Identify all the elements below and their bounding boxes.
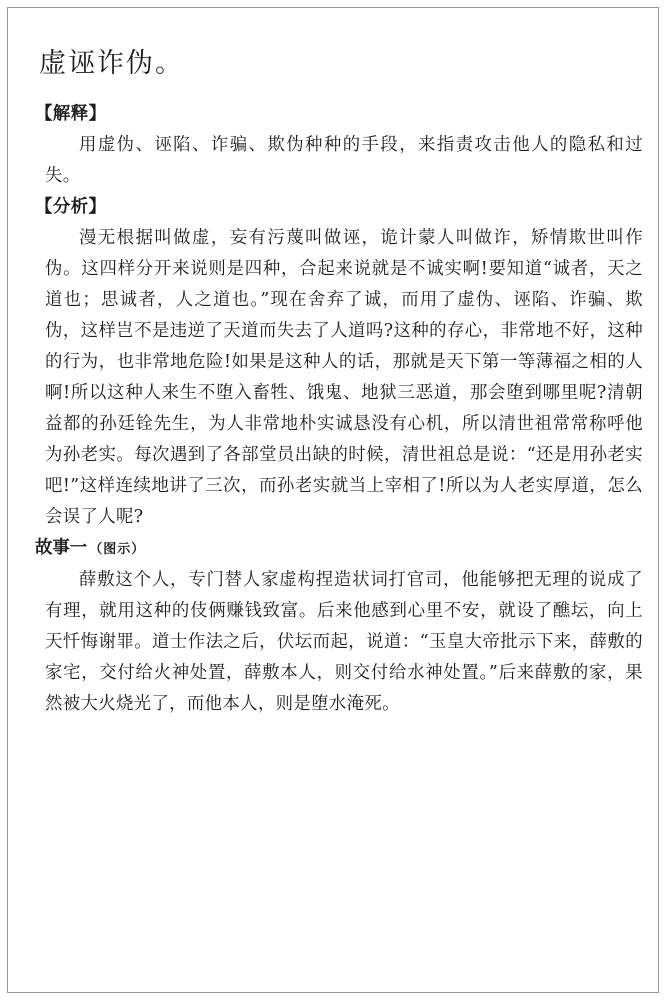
- story-subheading: （图示）: [89, 542, 146, 557]
- book-page: [7, 7, 659, 993]
- analysis-heading: 【分析】: [35, 197, 107, 217]
- story-heading-label: 故事一: [35, 538, 88, 558]
- explanation-heading: 【解释】: [35, 104, 107, 124]
- analysis-paragraph: 漫无根据叫做虚，妄有污蔑叫做诬，诡计蒙人叫做诈，矫情欺世叫作伪。这四样分开来说则是四种，合起来说就是不诚实啊!要知道“诚者，天之道也；思诚者，人之道也。”现在舍弃了诚，而用了虚伪、诬陷、诈骗、欺伪，这样岂不是违逆了天道而失去了人道吗?这种的存心，非常地不好，这种的行为，也非常地危险!如果是这种人的话，那就是天下第一等薄福之相的人啊!所以这种人来生不堕入畜牲、饿鬼、地狱三恶道，那会堕到哪里呢?清朝益都的孙廷铨先生，为人非常地朴实诚恳没有心机，所以清世祖常常称呼他为孙老实。每次遇到了各部堂员出缺的时候，清世祖总是说：“还是用孙老实吧!”这样连续地讲了三次，而孙老实就当上宰相了!所以为人老实厚道，怎么会误了人呢?: [45, 228, 643, 527]
- story-paragraph: 薛敷这个人，专门替人家虚构捏造状词打官司，他能够把无理的说成了有理，就用这种的伎俩赚钱致富。后来他感到心里不安，就设了醮坛，向上天忏悔谢罪。道士作法之后，伏坛而起，说道：“玉皇大帝批示下来，薛敷的家宅，交付给火神处置，薛敷本人，则交付给水神处置。”后来薛敷的家，果然被大火烧光了，而他本人，则是堕水淹死。: [45, 570, 643, 714]
- explanation-paragraph: 用虚伪、诬陷、诈骗、欺伪种种的手段，来指责攻击他人的隐私和过失。: [45, 135, 643, 186]
- page-title: 虚诬诈伪。: [39, 48, 184, 79]
- page-content: [35, 99, 643, 720]
- story-heading: [35, 533, 643, 565]
